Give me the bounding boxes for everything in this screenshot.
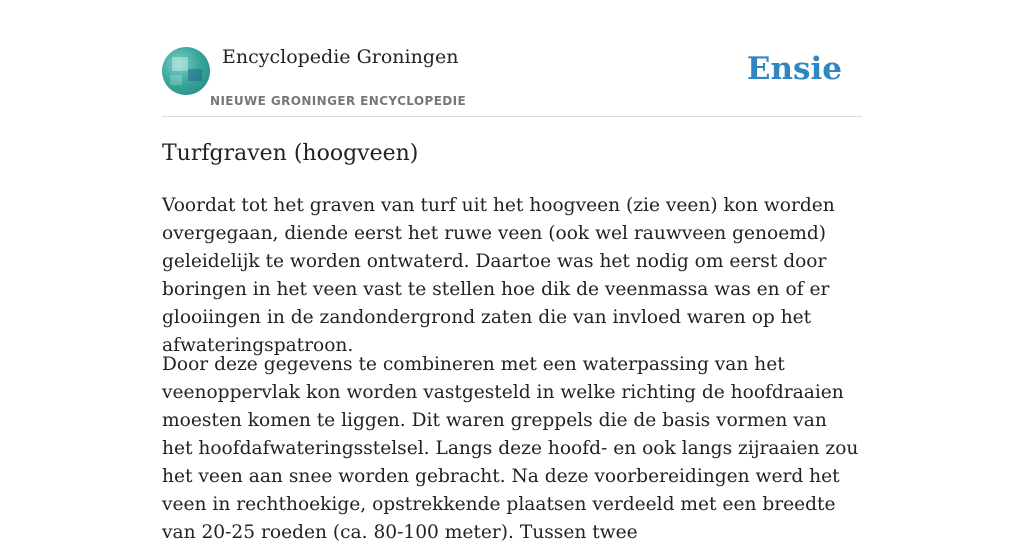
page-container [162,0,862,543]
site-subtitle: NIEUWE GRONINGER ENCYCLOPEDIE [210,94,467,108]
article-paragraph: Door deze gegevens te combineren met een waterpassing van het veenoppervlak kon worden vastgesteld in welke richting de hoofdraaien moesten komen te liggen. Dit waren greppels die de basis vormen van het hoofdafwateringsstelsel. Langs deze hoofd- en ook langs zijraaien zou het veen aan snee worden gebracht. Na deze voorbereidingen werd het veen in rechthoekige, opstrekkende plaatsen verdeeld met een breedte van 20-25 roeden (ca. 80-100 meter). Tussen twee [162,354,859,543]
article-paragraph: Voordat tot het graven van turf uit het hoogveen (zie veen) kon worden overgegaan, diende eerst het ruwe veen (ook wel rauwveen genoemd) geleidelijk te worden ontwaterd. Daartoe was het nodig om eerst door boringen in het veen vast te stellen hoe dik de veenmassa was en of er glooiingen in de zandondergrond zaten die van invloed waren op het afwateringspatroon. [162,195,835,356]
site-header [162,0,862,117]
site-title-link[interactable]: Encyclopedie Groningen [222,46,459,68]
site-logo-avatar[interactable] [162,47,210,95]
article-title: Turfgraven (hoogveen) [162,141,419,166]
avatar-tile [188,69,202,81]
avatar-tile [172,57,188,71]
avatar-tile [170,75,182,85]
ensie-brand-logo[interactable]: Ensie [746,51,842,87]
